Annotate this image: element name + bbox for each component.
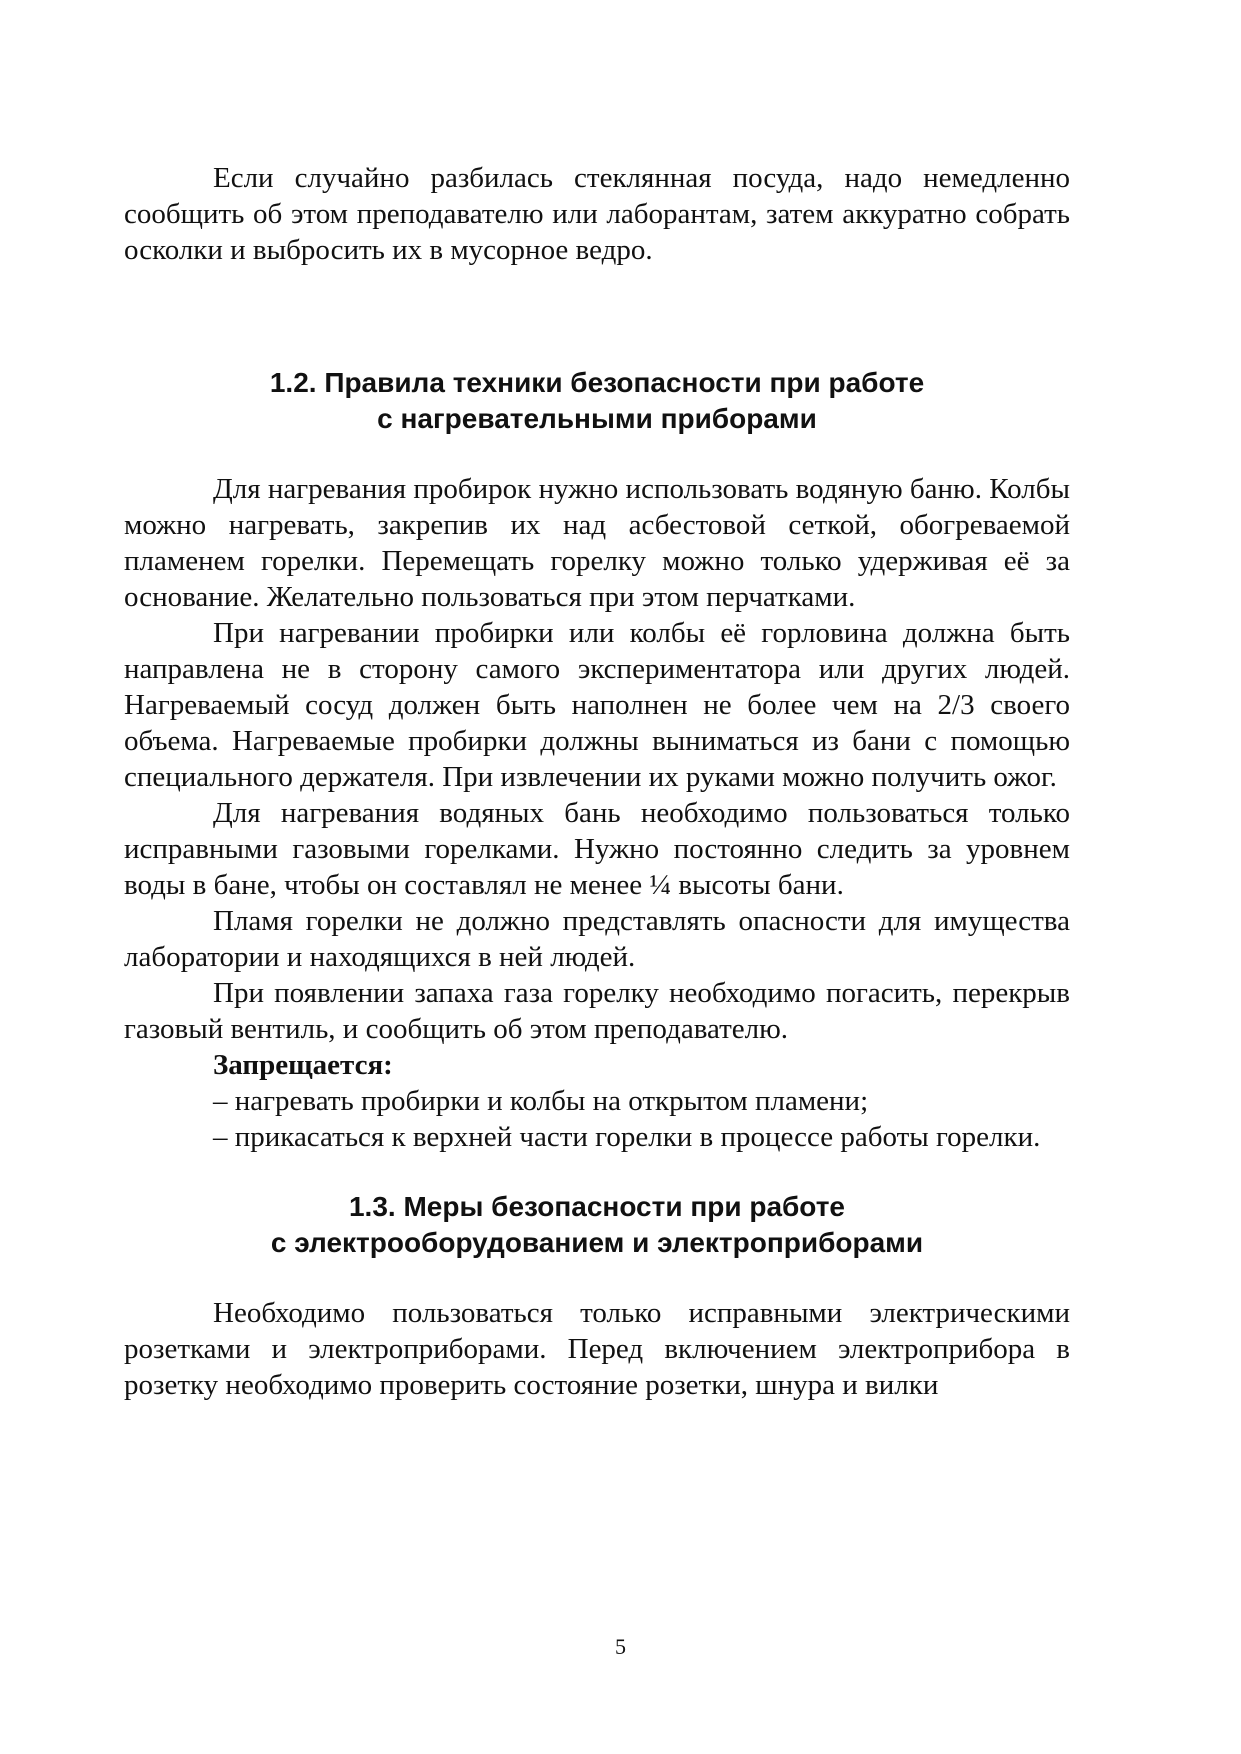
document-page: [124, 160, 1070, 1403]
section-1-3-title-line2: с электрооборудованием и электроприборами: [270, 1227, 924, 1258]
section-1-2-heading: [124, 365, 1070, 437]
section-1-3-title-line1: 1.3. Меры безопасности при работе: [348, 1191, 845, 1222]
forbidden-label: Запрещается:: [213, 1049, 393, 1081]
section-1-3-heading: [124, 1189, 1070, 1261]
section-1-2-paragraph-3: Для нагревания водяных бань необходимо пользоваться только исправными газовыми горелками. Нужно постоянно следить за уровнем воды в бане, чтобы он составлял не менее ¼ высоты бани.: [124, 797, 1070, 901]
section-1-2-paragraph-1: Для нагревания пробирок нужно использовать водяную баню. Колбы можно нагревать, закрепив их над асбестовой сеткой, обогреваемой пламенем горелки. Перемещать горелку можно только удерживая её за основание. Желательно пользоваться при этом перчатками.: [124, 473, 1070, 613]
section-1-2-title-line2: с нагревательными приборами: [377, 403, 817, 434]
section-1-3-paragraph-1: Необходимо пользоваться только исправными электрическими розетками и электроприборами. Перед включением электроприбора в розетку необходимо проверить состояние розетки, шнура и вилки: [124, 1297, 1070, 1401]
section-1-2-paragraph-5: При появлении запаха газа горелку необходимо погасить, перекрыв газовый вентиль, и сообщить об этом преподавателю.: [124, 977, 1070, 1045]
forbidden-item: – прикасаться к верхней части горелки в процессе работы горелки.: [213, 1121, 1041, 1153]
section-1-2-paragraph-4: Пламя горелки не должно представлять опасности для имущества лаборатории и находящихся в ней людей.: [124, 905, 1070, 973]
intro-paragraph: Если случайно разбилась стеклянная посуда, надо немедленно сообщить об этом преподавателю или лаборантам, затем аккуратно собрать осколки и выбросить их в мусорное ведро.: [124, 162, 1070, 266]
page-number: 5: [615, 1634, 626, 1659]
section-1-2-paragraph-2: При нагревании пробирки или колбы её горловина должна быть направлена не в сторону самого экспериментатора или других людей. Нагреваемый сосуд должен быть наполнен не более чем на 2/3 своего объема. Нагреваемые пробирки должны выниматься из бани с помощью специального держателя. При извлечении их руками можно получить ожог.: [124, 617, 1070, 793]
section-1-2-title-line1: 1.2. Правила техники безопасности при работе: [269, 367, 925, 398]
forbidden-item: – нагревать пробирки и колбы на открытом пламени;: [213, 1085, 869, 1117]
